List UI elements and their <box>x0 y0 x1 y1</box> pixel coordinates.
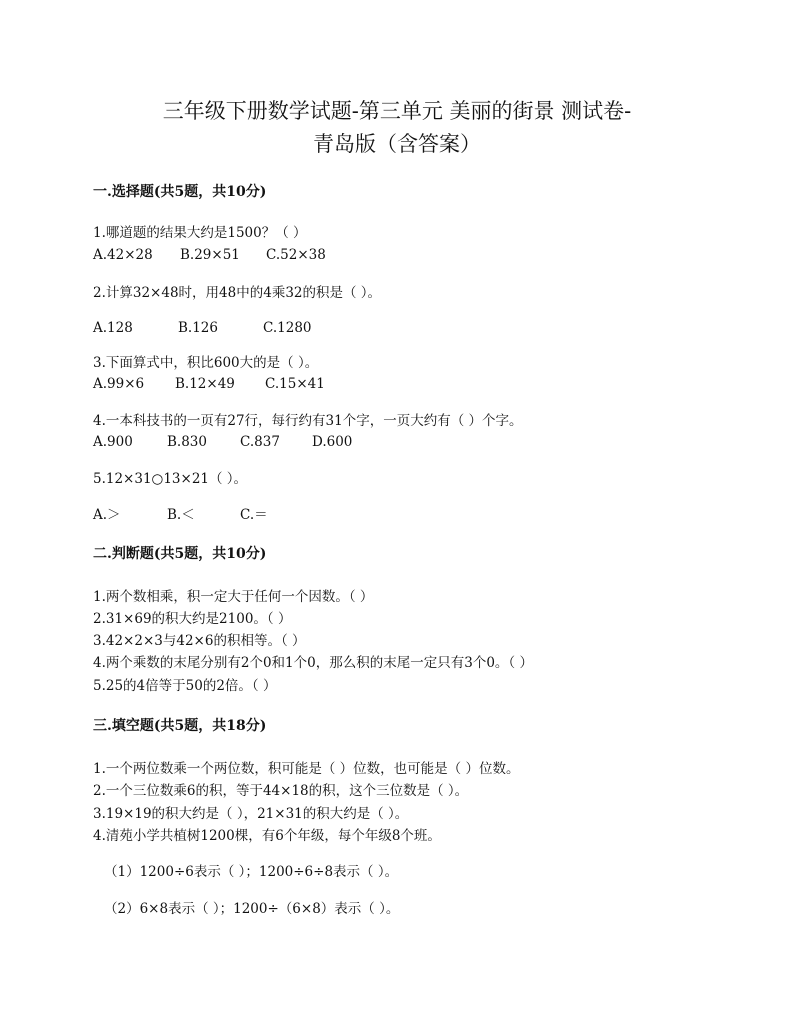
option-b: B.29×51 <box>180 247 240 263</box>
fill-item-4: 4.清苑小学共植树1200棵，有6个年级，每个年级8个班。 <box>93 828 441 844</box>
option-c: C.837 <box>240 434 280 450</box>
fill-item-1: 1.一个两位数乘一个两位数，积可能是（ ）位数，也可能是（ ）位数。 <box>93 761 520 777</box>
option-a: A.42×28 <box>93 247 153 263</box>
fill-item-2: 2.一个三位数乘6的积，等于44×18的积，这个三位数是（ ）。 <box>93 783 469 799</box>
option-a: A.900 <box>93 434 133 450</box>
section-heading-fill: 三.填空题(共5题，共18分) <box>93 718 267 734</box>
option-a: A.＞ <box>93 507 121 523</box>
question-4-options <box>93 433 352 451</box>
option-a: A.99×6 <box>93 376 145 392</box>
page-title-line1: 三年级下册数学试题-第三单元 美丽的街景 测试卷- <box>162 99 632 123</box>
question-1: 1.哪道题的结果大约是1500？（ ） <box>93 225 307 241</box>
option-b: B.＜ <box>167 507 195 523</box>
option-c: C.1280 <box>263 320 312 336</box>
question-2-options <box>93 319 312 337</box>
question-4: 4.一本科技书的一页有27行，每行约有31个字，一页大约有（ ）个字。 <box>93 413 523 429</box>
question-5-options <box>93 506 268 524</box>
fill-subitem-1: （1）1200÷6表示（ ）；1200÷6÷8表示（ ）。 <box>104 864 399 880</box>
question-2: 2.计算32×48时，用48中的4乘32的积是（ ）。 <box>93 285 382 301</box>
question-3: 3.下面算式中，积比600大的是（ ）。 <box>93 355 319 371</box>
judgment-item-5: 5.25的4倍等于50的2倍。（ ） <box>93 678 277 694</box>
question-3-options <box>93 375 325 393</box>
option-c: C.15×41 <box>265 376 325 392</box>
judgment-item-3: 3.42×2×3与42×6的积相等。（ ） <box>93 633 306 649</box>
option-c: C.52×38 <box>266 247 326 263</box>
option-b: B.830 <box>167 434 207 450</box>
question-5: 5.12×31○13×21（ ）。 <box>93 471 248 487</box>
option-b: B.12×49 <box>175 376 235 392</box>
option-c: C.＝ <box>240 507 268 523</box>
judgment-item-4: 4.两个乘数的末尾分别有2个0和1个0，那么积的末尾一定只有3个0。（ ） <box>93 655 533 671</box>
section-heading-judgment: 二.判断题(共5题，共10分) <box>93 546 267 562</box>
fill-item-3: 3.19×19的积大约是（ ），21×31的积大约是（ ）。 <box>93 806 409 822</box>
page-title-line2: 青岛版（含答案） <box>313 132 481 156</box>
option-b: B.126 <box>178 320 218 336</box>
option-a: A.128 <box>93 320 133 336</box>
section-heading-choice: 一.选择题(共5题，共10分) <box>93 184 267 200</box>
fill-subitem-2: （2）6×8表示（ ）；1200÷（6×8）表示（ ）。 <box>104 901 400 917</box>
judgment-item-1: 1.两个数相乘，积一定大于任何一个因数。（ ） <box>93 589 374 605</box>
question-1-options <box>93 246 326 264</box>
option-d: D.600 <box>312 434 353 450</box>
judgment-item-2: 2.31×69的积大约是2100。（ ） <box>93 611 292 627</box>
